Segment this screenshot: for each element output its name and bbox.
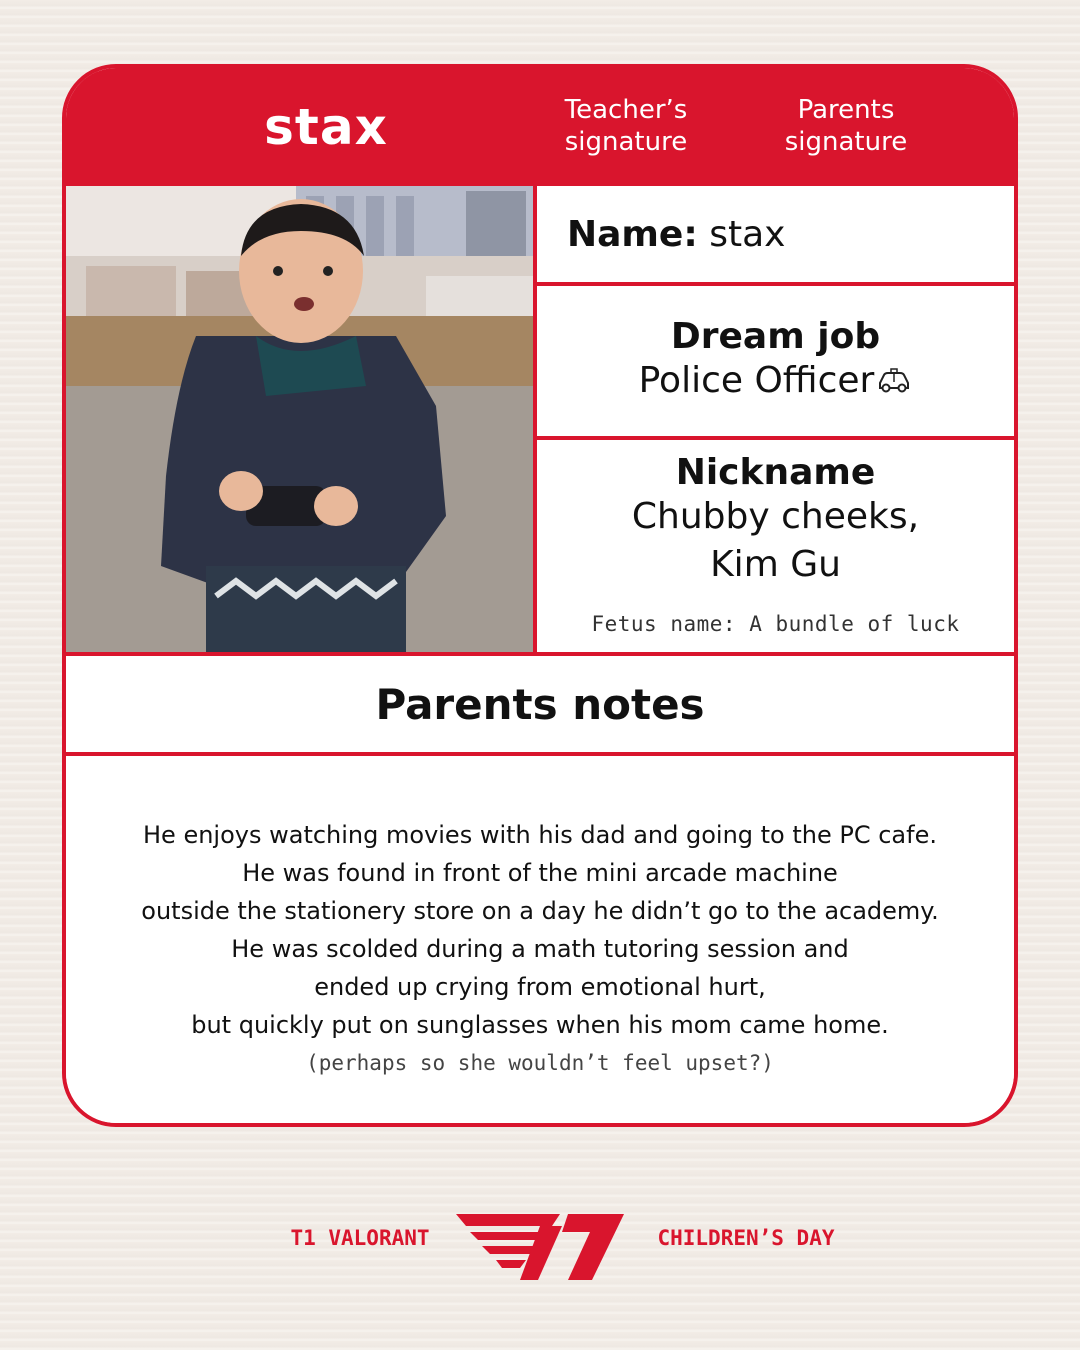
t1-logo-icon (452, 1208, 628, 1288)
police-car-icon (876, 358, 912, 406)
footer-right-text: CHILDREN’S DAY (657, 1226, 835, 1250)
dream-job-row (537, 286, 1014, 440)
parents-signature-label: Parents signature (784, 95, 908, 157)
name-label: Name: (567, 214, 698, 255)
nickname-label: Nickname (675, 452, 876, 493)
profile-card (62, 64, 1018, 1127)
notes-line: He was found in front of the mini arcade machine (242, 859, 838, 887)
notes-aside: (perhaps so she wouldn’t feel upset?) (306, 1051, 774, 1075)
parents-notes-title: Parents notes (375, 680, 705, 729)
fetus-name: Fetus name: A bundle of luck (591, 612, 960, 636)
parents-notes-header (66, 656, 1014, 756)
dream-job-label: Dream job (670, 316, 881, 357)
notes-line: outside the stationery store on a day he didn’t go to the academy. (141, 897, 939, 925)
nickname-row (537, 440, 1014, 656)
child-photo-illustration (66, 186, 537, 656)
childhood-photo (66, 186, 537, 656)
notes-line: but quickly put on sunglasses when his mom came home. (191, 1011, 889, 1039)
footer (0, 1200, 1080, 1290)
notes-line: He was scolded during a math tutoring session and (231, 935, 849, 963)
notes-line: ended up crying from emotional hurt, (314, 973, 766, 1001)
name-row (537, 186, 1014, 286)
nickname-line-1: Chubby cheeks, (631, 496, 920, 537)
card-header (66, 68, 1014, 186)
dream-job-value: Police Officer (638, 360, 875, 401)
parents-notes-body (66, 756, 1014, 1123)
nickname-line-2: Kim Gu (710, 544, 841, 585)
player-name: stax (264, 98, 388, 156)
notes-line: He enjoys watching movies with his dad and going to the PC cafe. (143, 821, 937, 849)
teacher-signature-label: Teacher’s signature (564, 95, 688, 157)
name-value: stax (709, 214, 786, 255)
footer-left-text: T1 VALORANT (290, 1226, 430, 1250)
